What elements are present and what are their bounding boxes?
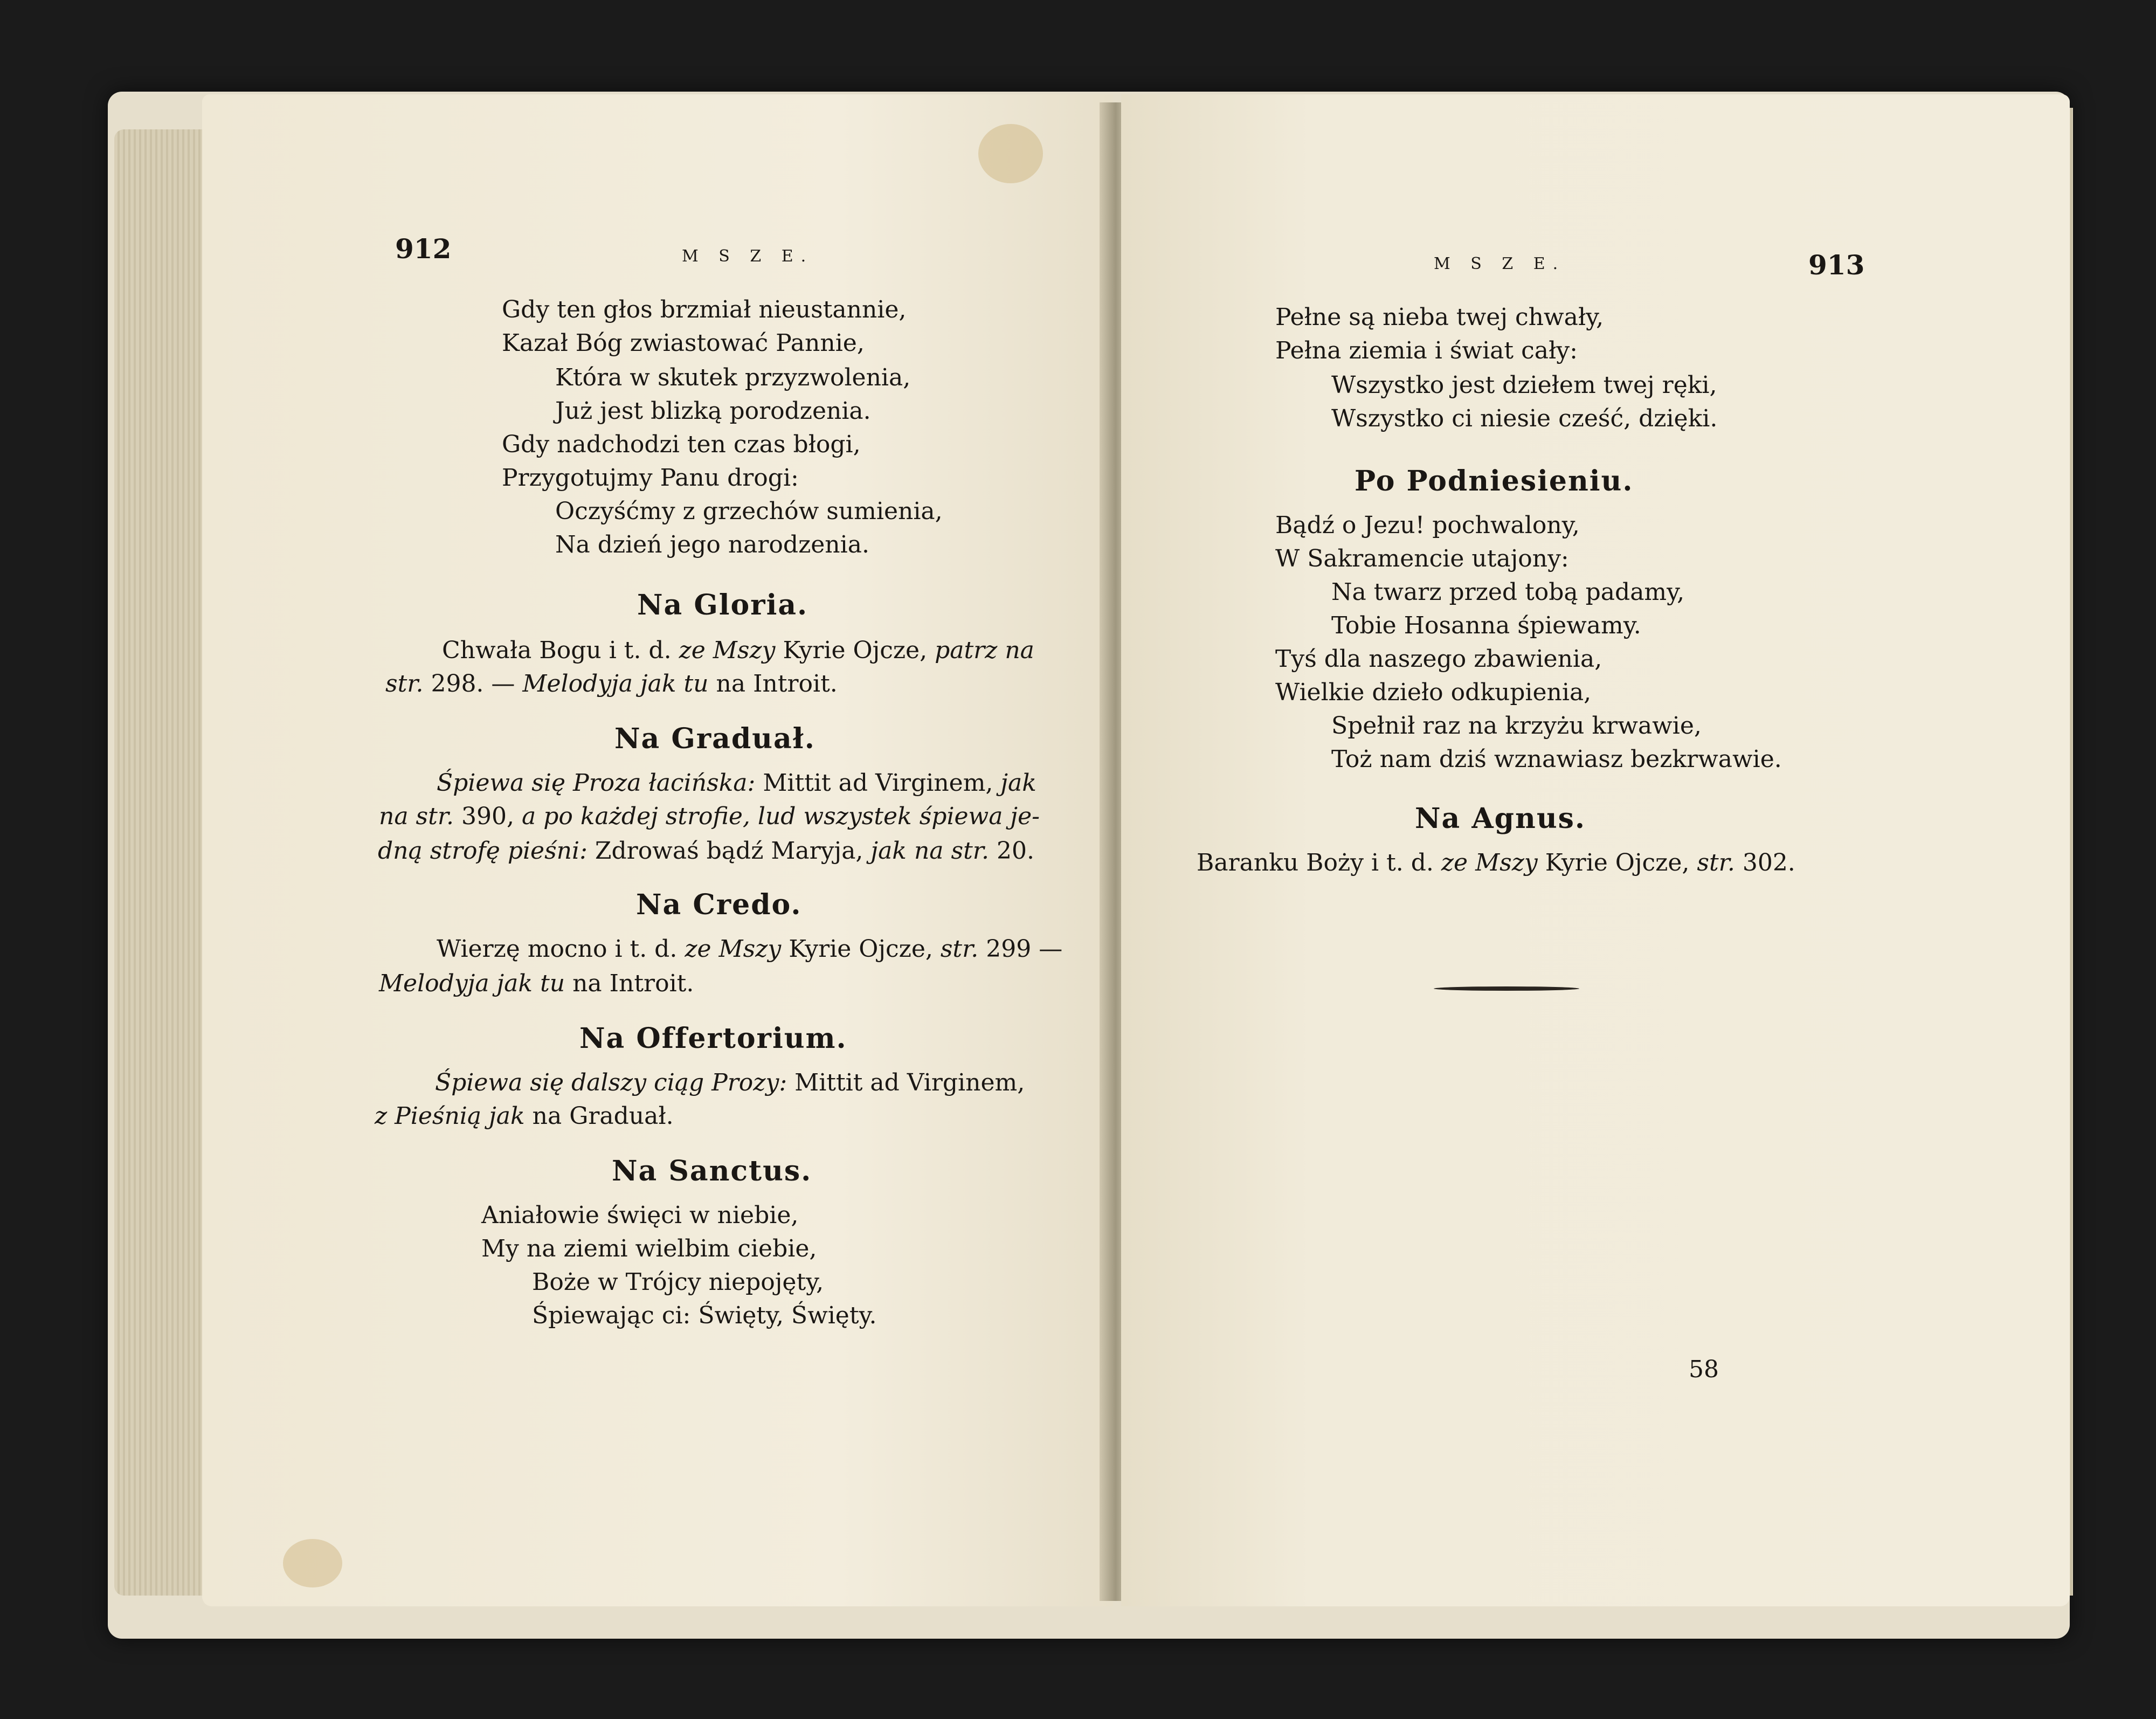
running-head: M S Z E. (682, 247, 814, 266)
left-page (202, 94, 1113, 1606)
end-ornament-rule (1434, 986, 1579, 991)
verse-line: Kazał Bóg zwiastować Pannie, (502, 329, 865, 357)
section-heading-agnus: Na Agnus. (1415, 802, 1586, 835)
page-number: 912 (395, 233, 452, 265)
verse-line: Przygotujmy Panu drogi: (502, 464, 799, 492)
rubric-line: Melodyja jak tu na Introit. (379, 970, 694, 997)
paper-stain (283, 1539, 342, 1587)
verse-line: Aniałowie święci w niebie, (481, 1202, 799, 1229)
rubric-line: Baranku Boży i t. d. ze Mszy Kyrie Ojcze, str. 302. (1197, 849, 1795, 876)
verse-line: Śpiewając ci: Święty, Święty. (532, 1302, 877, 1329)
rubric-line: dną strofę pieśni: Zdrowaś bądź Maryja, jak na str. 20. (378, 837, 1034, 865)
right-page (1121, 94, 2070, 1606)
verse-line: Gdy nadchodzi ten czas błogi, (502, 431, 861, 458)
verse-line: Bądź o Jezu! pochwalony, (1275, 512, 1580, 539)
rubric-line: z Pieśnią jak na Graduał. (375, 1102, 674, 1130)
verse-line: Pełna ziemia i świat cały: (1275, 337, 1578, 364)
verse-line: Boże w Trójcy niepojęty, (532, 1268, 824, 1296)
rubric-line: Wierzę mocno i t. d. ze Mszy Kyrie Ojcze, str. 299 — (437, 935, 1063, 963)
running-head: M S Z E. (1434, 254, 1566, 273)
verse-line: W Sakramencie utajony: (1275, 545, 1569, 572)
paper-stain (978, 124, 1043, 183)
section-heading-gradual: Na Graduał. (614, 722, 816, 755)
page-number: 913 (1808, 249, 1865, 281)
rubric-line: Chwała Bogu i t. d. ze Mszy Kyrie Ojcze, patrz na (442, 637, 1034, 664)
section-heading-elevation: Po Podniesieniu. (1355, 465, 1634, 498)
verse-line: Na dzień jego narodzenia. (555, 531, 869, 558)
section-heading-credo: Na Credo. (636, 888, 802, 921)
verse-line: Która w skutek przyzwolenia, (555, 364, 911, 391)
verse-line: Spełnił raz na krzyżu krwawie, (1331, 712, 1702, 740)
verse-line: My na ziemi wielbim ciebie, (481, 1235, 817, 1262)
signature-mark: 58 (1689, 1356, 1719, 1383)
section-heading-offertory: Na Offertorium. (579, 1022, 847, 1055)
verse-line: Oczyśćmy z grzechów sumienia, (555, 498, 943, 525)
verse-line: Na twarz przed tobą padamy, (1331, 578, 1685, 606)
verse-line: Tobie Hosanna śpiewamy. (1331, 612, 1641, 639)
verse-line: Toż nam dziś wznawiasz bezkrwawie. (1331, 745, 1782, 773)
verse-line: Wielkie dzieło odkupienia, (1275, 679, 1592, 706)
verse-line: Wszystko jest dziełem twej ręki, (1331, 371, 1717, 399)
rubric-line: Śpiewa się Proza łacińska: Mittit ad Virginem, jak (437, 769, 1036, 797)
verse-line: Wszystko ci niesie cześć, dzięki. (1331, 405, 1718, 432)
verse-line: Już jest blizką porodzenia. (555, 397, 871, 425)
section-heading-gloria: Na Gloria. (637, 589, 808, 622)
verse-line: Gdy ten głos brzmiał nieustannie, (502, 296, 907, 323)
rubric-line: str. 298. — Melodyja jak tu na Introit. (385, 670, 838, 698)
verse-line: Tyś dla naszego zbawienia, (1275, 645, 1602, 673)
verse-line: Pełne są nieba twej chwały, (1275, 303, 1604, 331)
section-heading-sanctus: Na Sanctus. (612, 1155, 812, 1188)
page-edges-left (114, 129, 206, 1596)
rubric-line: na str. 390, a po każdej strofie, lud wszystek śpiewa je- (379, 803, 1040, 830)
rubric-line: Śpiewa się dalszy ciąg Prozy: Mittit ad Virginem, (435, 1069, 1025, 1096)
